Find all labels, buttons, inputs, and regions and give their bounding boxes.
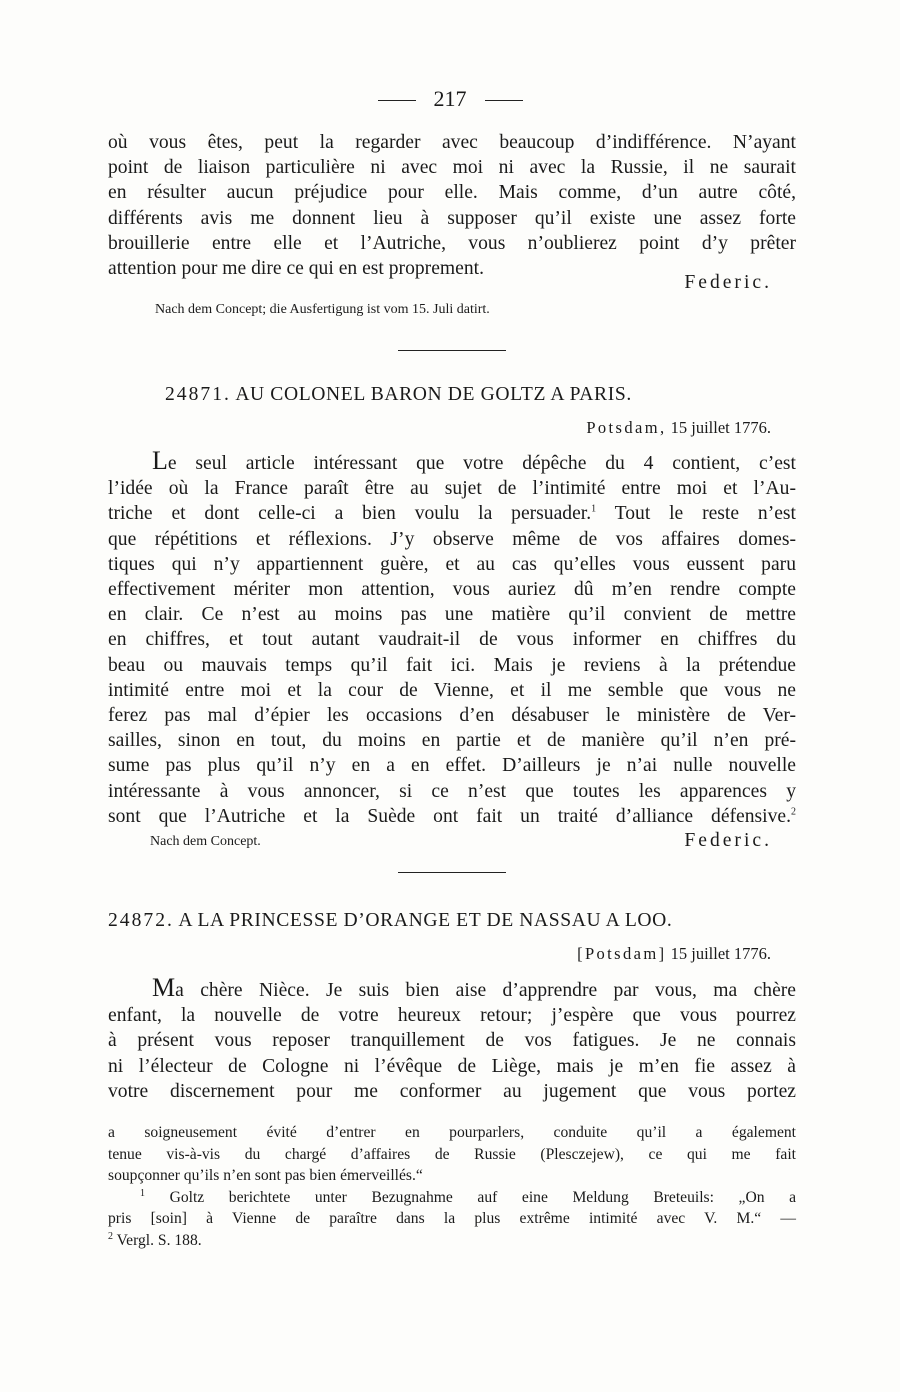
signature: Federic.: [684, 830, 772, 851]
letter-number: 24871.: [165, 384, 231, 405]
page-number-row: [0, 86, 900, 112]
text-line: point de liaison particulière ni avec moi ni avec la Russie, il ne saurait: [108, 157, 796, 179]
footnotes: [108, 1122, 796, 1252]
text-line: votre discernement pour me conformer au jugement que vous portez: [108, 1080, 796, 1102]
text-line-content: Tout le reste n’est: [614, 503, 796, 525]
text-line: que répétitions et réflexions. J’y observe même de vos affaires domes-: [108, 528, 796, 550]
section-divider: [398, 350, 506, 351]
page-number: 217: [433, 86, 467, 111]
text-line: tiques qui n’y appartiennent guère, et au cas qu’elles vous eussent paru: [108, 553, 796, 575]
signature: Federic.: [684, 272, 772, 293]
text-line: [108, 448, 796, 476]
footnote-line: soupçonner qu’ils n’en sont pas bien émerveillés.“: [108, 1167, 423, 1185]
footnote-line: [108, 1187, 796, 1209]
text-line-content: triche et dont celle-ci a bien voulu la persuader.: [108, 503, 592, 525]
source-note: Nach dem Concept; die Ausfertigung ist vom 15. Juli datirt.: [155, 302, 490, 317]
page-number-dash-left: [378, 100, 416, 101]
letter-place-date: [108, 418, 771, 438]
footnote-mark: 2: [108, 1230, 113, 1242]
text-line: brouillerie entre elle et l’Autriche, vous n’oublierez point d’y prêter: [108, 232, 796, 254]
text-line: effectivement mériter mon attention, vous auriez dû m’en rendre compte: [108, 579, 796, 601]
letter-date: 15 juillet 1776.: [670, 418, 771, 437]
letter-date: 15 juillet 1776.: [670, 944, 771, 963]
letter-heading: [108, 910, 796, 932]
text-line: attention pour me dire ce qui en est proprement.: [108, 258, 484, 280]
text-line: où vous êtes, peut la regarder avec beaucoup d’indifférence. N’ayant: [108, 132, 796, 153]
text-line: en clair. Ce n’est au moins pas une matière qu’il convient de mettre: [108, 604, 796, 626]
text-line: à présent vous reposer tranquillement de vos fatigues. Je ne connais: [108, 1030, 796, 1052]
footnote-line: a soigneusement évité d’entrer en pourparlers, conduite qu’il a également: [108, 1124, 796, 1141]
text-line: [108, 804, 796, 829]
letter-place: Potsdam,: [586, 418, 667, 437]
letter-number: 24872.: [108, 910, 174, 931]
text-line: l’idée où la France paraît être au sujet de l’intimité entre moi et l’Au-: [108, 478, 796, 500]
drop-cap: L: [152, 446, 168, 475]
footnote-mark: 1: [140, 1187, 145, 1199]
text-line: différents avis me donnent lieu à supposer qu’il existe une assez forte: [108, 207, 796, 229]
footnote-line: pris [soin] à Vienne de paraître dans la plus extrême intimité avec V. M.“ —: [108, 1210, 796, 1228]
footnote-mark: 2: [791, 806, 796, 818]
footnote-mark: 1: [591, 503, 597, 515]
text-line: [108, 501, 796, 526]
text-line-content: a chère Nièce. Je suis bien aise d’apprendre par vous, ma chère: [175, 980, 796, 1001]
letter-body: [108, 975, 796, 1104]
footnote-line: tenue vis-à-vis du chargé d’affaires de Russie (Plesczejew), ce qui me fait: [108, 1145, 796, 1163]
letter-place-date: [108, 944, 771, 964]
source-note: Nach dem Concept.: [150, 834, 261, 849]
letter-body: [108, 448, 796, 829]
text-line: en chiffres, et tout autant vaudrait-il de vous informer en chiffres du: [108, 629, 796, 651]
letter-title: A LA PRINCESSE D’ORANGE ET DE NASSAU A LOO.: [178, 910, 673, 931]
text-line: [108, 975, 796, 1003]
text-line: intéressante à vous annoncer, si ce n’est que toutes les apparences y: [108, 780, 796, 802]
text-line: en résulter aucun préjudice pour elle. Mais comme, d’un autre côté,: [108, 182, 796, 204]
text-line-content: e seul article intéressant que votre dépêche du 4 contient, c’est: [167, 453, 796, 474]
text-line: ni l’électeur de Cologne ni l’évêque de Liège, mais je m’en fie assez à: [108, 1055, 796, 1077]
continuation-text: [108, 130, 796, 281]
section-divider: [398, 872, 506, 873]
footnote-text: Vergl. S. 188.: [116, 1231, 202, 1249]
footnote-text: Goltz berichtete unter Bezugnahme auf eine Meldung Breteuils: „On a: [169, 1188, 796, 1206]
letter-place: [Potsdam]: [577, 944, 667, 963]
text-line: sume pas plus qu’il n’y en a en effet. D’ailleurs je n’ai nulle nouvelle: [108, 755, 796, 777]
letter-heading: [165, 384, 853, 406]
footnote-line: [108, 1230, 796, 1252]
drop-cap: M: [152, 973, 176, 1002]
text-line: ferez pas mal d’épier les occasions d’en désabuser le ministère de Ver-: [108, 705, 796, 727]
letter-title: AU COLONEL BARON DE GOLTZ A PARIS.: [235, 384, 632, 405]
text-line: beau ou mauvais temps qu’il fait ici. Mais je reviens à la prétendue: [108, 654, 796, 676]
text-line: sailles, sinon en tout, du moins en partie et de manière qu’il n’en pré-: [108, 730, 796, 752]
text-line-content: sont que l’Autriche et la Suède ont fait un traité d’alliance défensive.: [108, 805, 791, 827]
text-line: enfant, la nouvelle de votre heureux retour; j’espère que vous pourrez: [108, 1005, 796, 1027]
text-line: intimité entre moi et la cour de Vienne, et il me semble que vous ne: [108, 679, 796, 701]
page-number-dash-right: [485, 100, 523, 101]
